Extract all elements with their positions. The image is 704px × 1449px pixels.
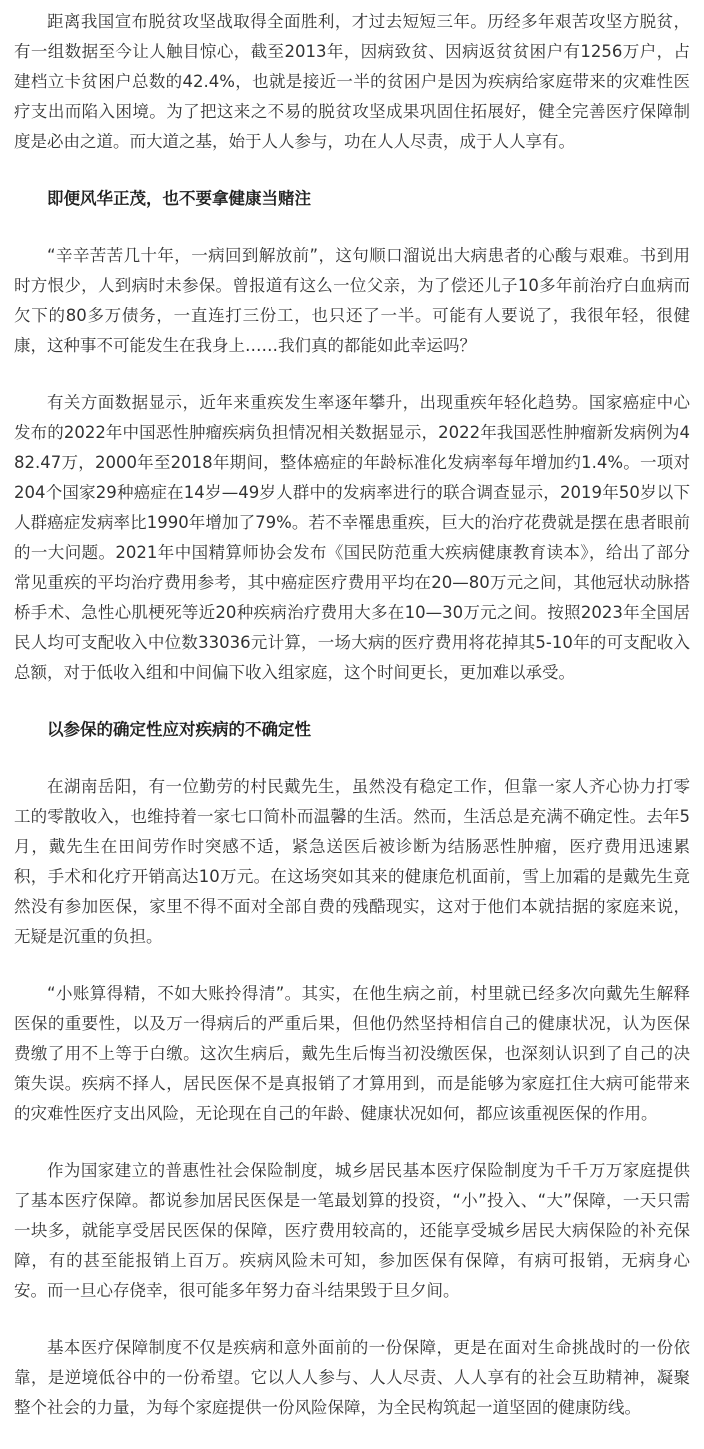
paragraph-gap	[14, 1129, 690, 1156]
paragraph-gap	[14, 1306, 690, 1333]
paragraph-slogan: “辛辛苦苦几十年，一病回到解放前”，这句顺口溜说出大病患者的心酸与艰难。书到用时方恨少，人到病时未参保。曾报道有这么一位父亲，为了偿还儿子10多年前治疗白血病而欠下的80多万债务，一直连打三份工，也只还了一半。可能有人要说了，我很年轻，很健康，这种事不可能发生在我身上……我们真的都能如此幸运吗？	[14, 246, 690, 355]
paragraph-gap	[14, 952, 690, 979]
paragraph-lesson: “小账算得精，不如大账拎得清”。其实，在他生病之前，村里就已经多次向戴先生解释医保的重要性，以及万一得病后的严重后果，但他仍然坚持相信自己的健康状况，认为医保费缴了用不上等于白缴。这次生病后，戴先生后悔当初没缴医保，也深刻认识到了自己的决策失误。疾病不择人，居民医保不是真报销了才算用到，而是能够为家庭扛住大病可能带来的灾难性医疗支出风险，无论现在自己的年龄、健康状况如何，都应该重视医保的作用。	[14, 984, 690, 1123]
paragraph-statistics: 有关方面数据显示，近年来重疾发生率逐年攀升，出现重疾年轻化趋势。国家癌症中心发布的2022年中国恶性肿瘤疾病负担情况相关数据显示，2022年我国恶性肿瘤新发病例为482.47万，2000年至2018年期间，整体癌症的年龄标准化发病率每年增加约1.4%。一项对204个国家29种癌症在14岁—49岁人群中的发病率进行的联合调查显示，2019年50岁以下人群癌症发病率比1990年增加了79%。若不幸罹患重疾，巨大的治疗花费就是摆在患者眼前的一大问题。2021年中国精算师协会发布《国民防范重大疾病健康教育读本》，给出了部分常见重疾的平均治疗费用参考，其中癌症医疗费用平均在20—80万元之间，其他冠状动脉搭桥手术、急性心肌梗死等近20种疾病治疗费用大多在10—30万元之间。按照2023年全国居民人均可支配收入中位数33036元计算，一场大病的医疗费用将花掉其5-10年的可支配收入总额，对于低收入组和中间偏下收入组家庭，这个时间更长，更加难以承受。	[14, 393, 690, 682]
paragraph-gap	[14, 214, 690, 241]
paragraph-gap	[14, 688, 690, 715]
paragraph-gap	[14, 361, 690, 388]
section-heading-2: 以参保的确定性应对疾病的不确定性	[47, 720, 311, 739]
section-heading-1: 即便风华正茂，也不要拿健康当赌注	[47, 189, 311, 208]
paragraph-intro: 距离我国宣布脱贫攻坚战取得全面胜利，才过去短短三年。历经多年艰苦攻坚方脱贫，有一组数据至今让人触目惊心，截至2013年，因病致贫、因病返贫贫困户有1256万户，占建档立卡贫困户总数的42.4%，也就是接近一半的贫困户是因为疾病给家庭带来的灾难性医疗支出而陷入困境。为了把这来之不易的脱贫攻坚成果巩固住拓展好，健全完善医疗保障制度是必由之道。而大道之基，始于人人参与，功在人人尽责，成于人人享有。	[14, 12, 690, 151]
paragraph-insurance-system: 作为国家建立的普惠性社会保险制度，城乡居民基本医疗保险制度为千千万万家庭提供了基本医疗保障。都说参加居民医保是一笔最划算的投资，“小”投入、“大”保障，一天只需一块多，就能享受居民医保的保障，医疗费用较高的，还能享受城乡居民大病保险的补充保障，有的甚至能报销上百万。疾病风险未可知，参加医保有保障，有病可报销，无病身心安。而一旦心存侥幸，很可能多年努力奋斗结果毁于旦夕间。	[14, 1161, 690, 1300]
paragraph-gap	[14, 745, 690, 772]
paragraph-gap	[14, 157, 690, 184]
paragraph-case-story: 在湖南岳阳，有一位勤劳的村民戴先生，虽然没有稳定工作，但靠一家人齐心协力打零工的零散收入，也维持着一家七口简朴而温馨的生活。然而，生活总是充满不确定性。去年5月，戴先生在田间劳作时突感不适，紧急送医后被诊断为结肠恶性肿瘤，医疗费用迅速累积，手术和化疗开销高达10万元。在这场突如其来的健康危机面前，雪上加霜的是戴先生竟然没有参加医保，家里不得不面对全部自费的残酷现实，这对于他们本就拮据的家庭来说，无疑是沉重的负担。	[14, 777, 690, 946]
paragraph-conclusion: 基本医疗保障制度不仅是疾病和意外面前的一份保障，更是在面对生命挑战时的一份依靠，是逆境低谷中的一份希望。它以人人参与、人人尽责、人人享有的社会互助精神，凝聚整个社会的力量，为每个家庭提供一份风险保障，为全民构筑起一道坚固的健康防线。	[14, 1338, 690, 1417]
